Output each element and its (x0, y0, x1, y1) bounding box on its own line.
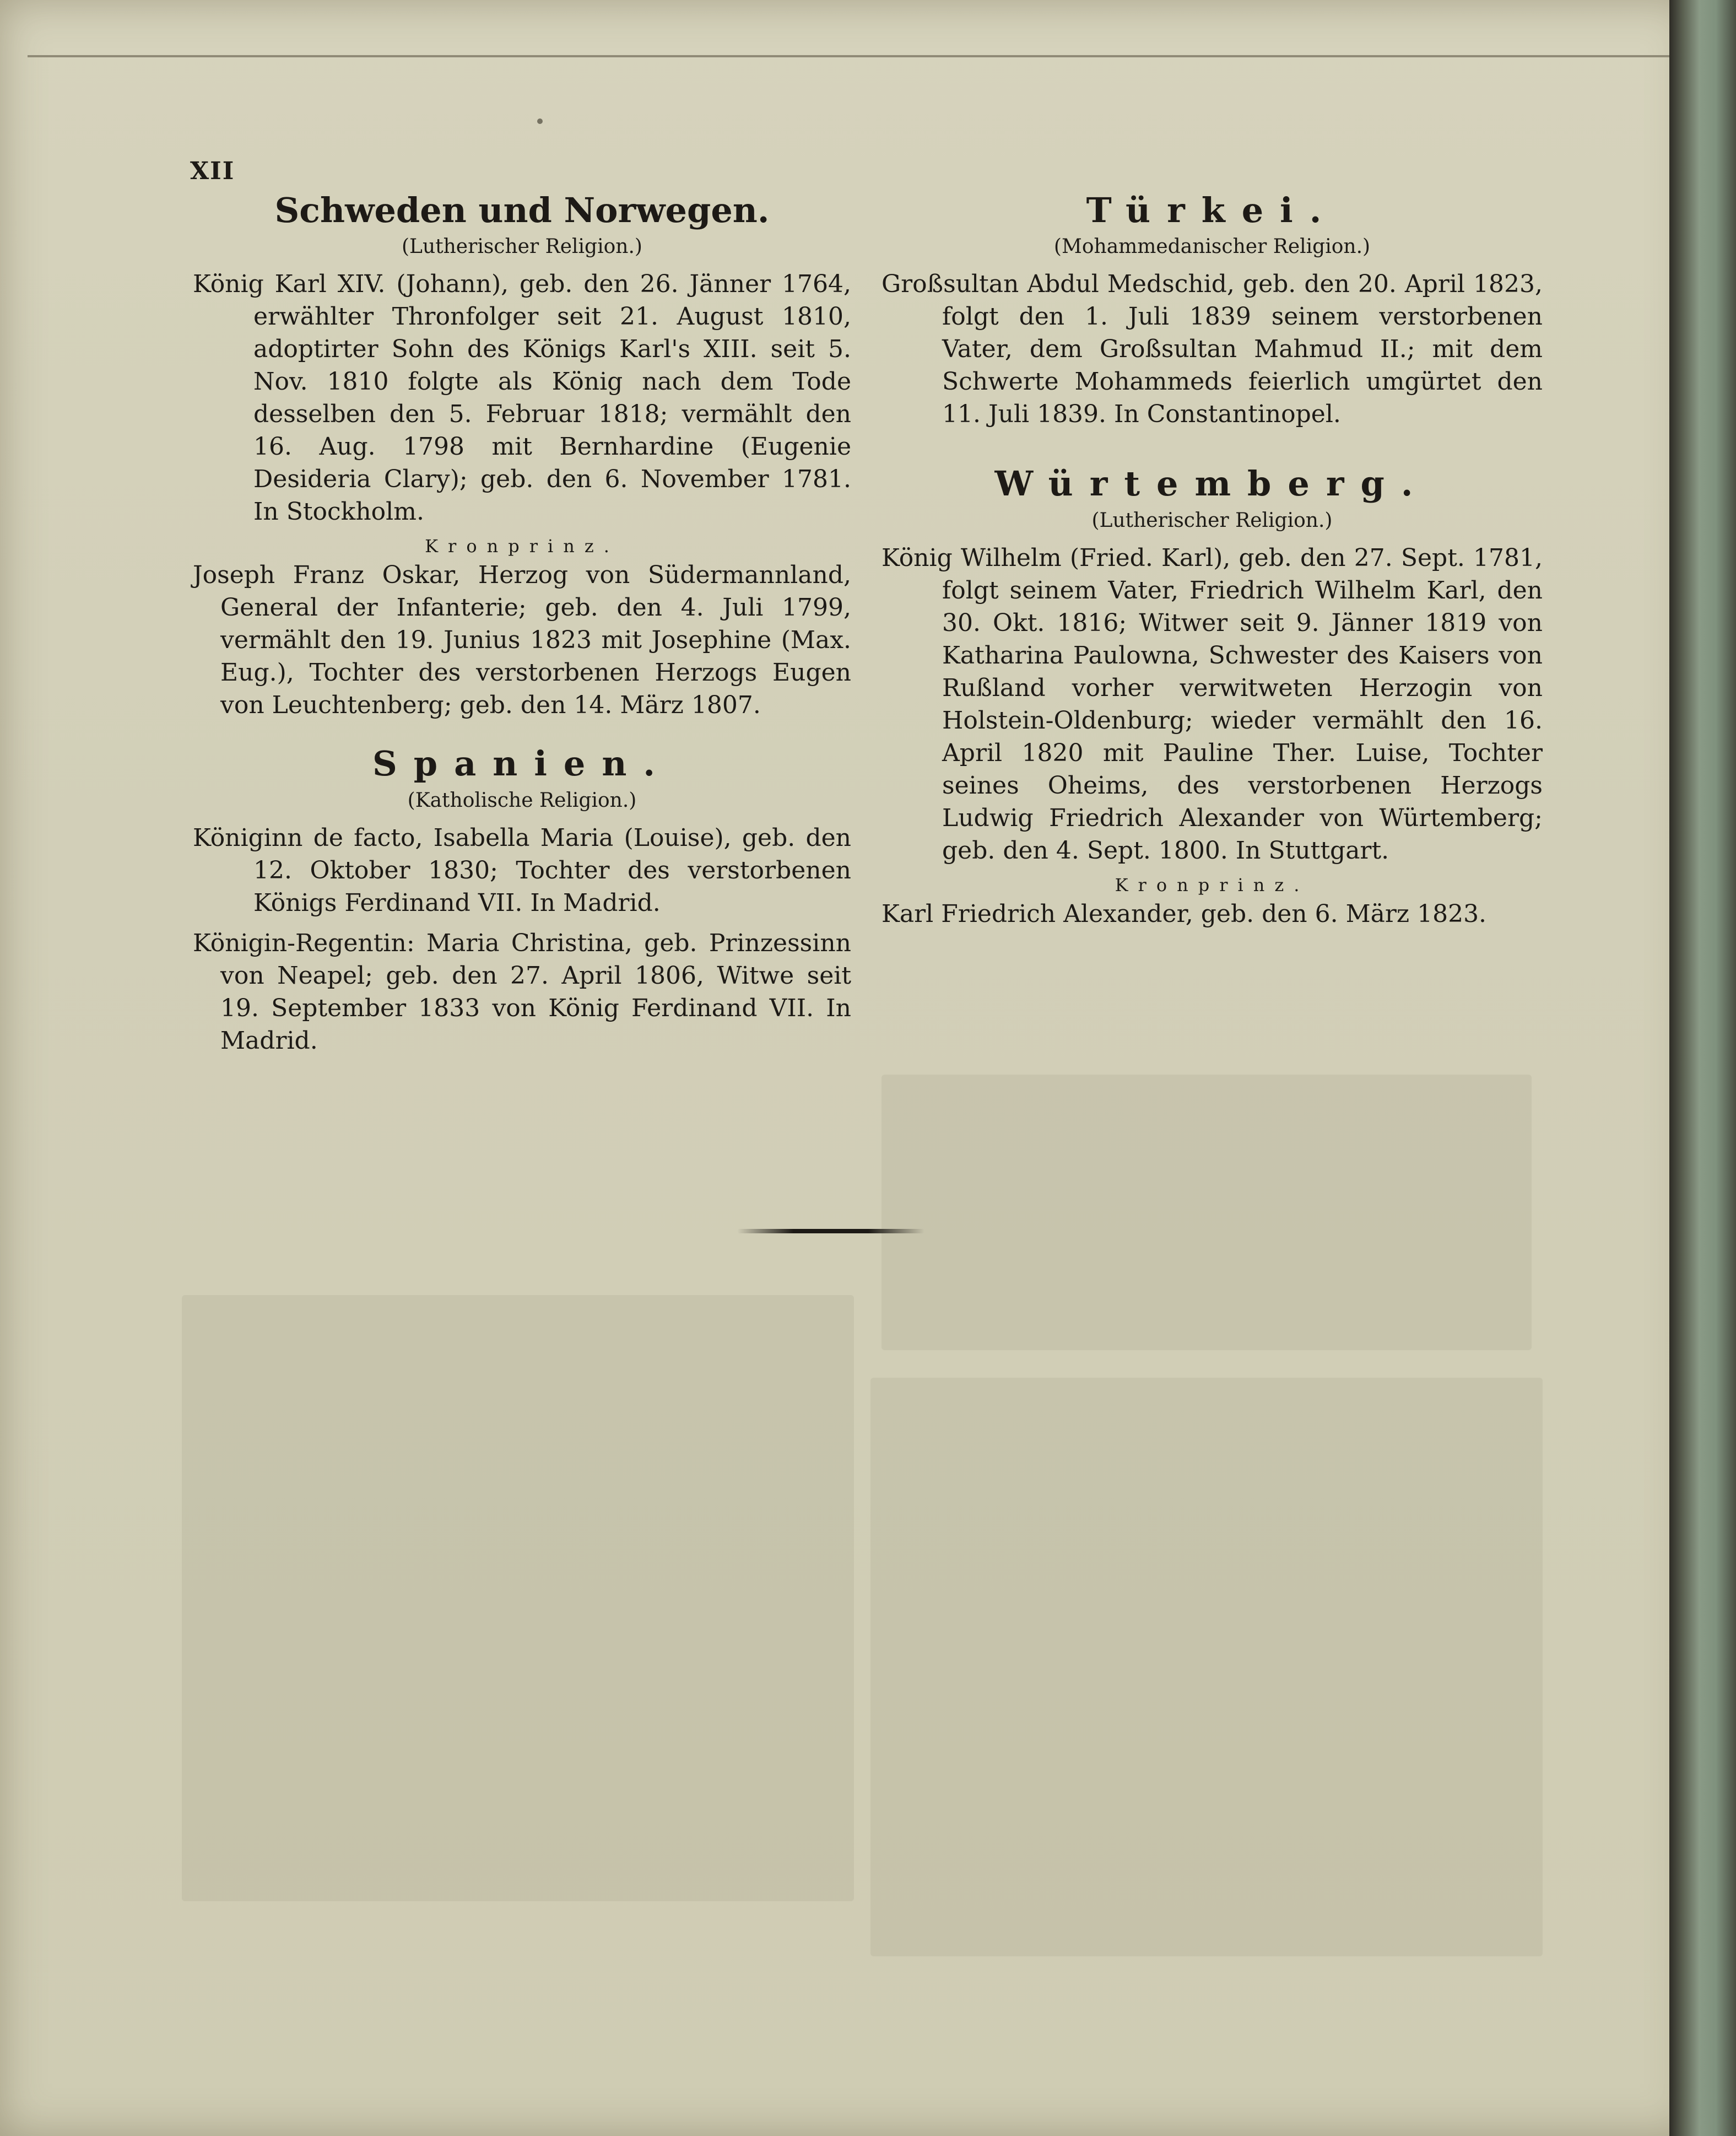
book-spine-edge (1669, 0, 1736, 2136)
wurttemberg-crown-prince-heading: Kronprinz. (1115, 874, 1310, 896)
bleed-through-block (870, 1378, 1543, 1956)
sweden-religion: (Lutherischer Religion.) (402, 235, 642, 258)
top-rule (28, 55, 1669, 57)
closing-rule (737, 1229, 924, 1233)
sweden-king-entry: König Karl XIV. (Johann), geb. den 26. Jänner 1764, erwählter Thronfolger seit 21. August 1810, adoptirter Sohn des Königs Karl's XIII. seit 5. Nov. 1810 folgte als König nach dem Tode desselben den 5. Februar 1818; vermählt den 16. Aug. 1798 mit Bernhardine (Eugenie Desideria Clary); geb. den 6. November 1781. In Stockholm. (193, 270, 851, 526)
ink-speck (537, 118, 543, 124)
page-number: XII (190, 157, 235, 185)
wurttemberg-heading: Würtemberg. (994, 463, 1430, 504)
left-column (193, 190, 851, 1065)
spain-heading: Spanien. (372, 743, 672, 784)
sweden-crown-prince-heading: Kronprinz. (425, 536, 619, 557)
bleed-through-block (182, 1295, 854, 1901)
bleed-through-block (881, 1075, 1532, 1350)
spain-queen-entry: Königinn de facto, Isabella Maria (Louise), geb. den 12. Oktober 1830; Tochter des verstorbenen Königs Ferdinand VII. In Madrid. (193, 823, 851, 917)
right-column (881, 190, 1543, 938)
spain-regent-entry: Königin-Regentin: Maria Christina, geb. Prinzessinn von Neapel; geb. den 27. April 1806, Witwe seit 19. September 1833 von König Ferdinand VII. In Madrid. (193, 929, 851, 1055)
wurttemberg-crown-prince-entry: Karl Friedrich Alexander, geb. den 6. März 1823. (881, 899, 1487, 928)
wurttemberg-religion: (Lutherischer Religion.) (1091, 509, 1333, 532)
wurttemberg-king-entry: König Wilhelm (Fried. Karl), geb. den 27. Sept. 1781, folgt seinem Vater, Friedrich Wilhelm Karl, den 30. Okt. 1816; Witwer seit 9. Jänner 1819 von Katharina Paulowna, Schwester des Kaisers von Rußland vorher verwitweten Herzogin von Holstein-Oldenburg; wieder vermählt den 16. April 1820 mit Pauline Ther. Luise, Tochter seines Oheims, des verstorbenen Herzogs Ludwig Friedrich Alexander von Würtemberg; geb. den 4. Sept. 1800. In Stuttgart. (881, 543, 1543, 865)
turkey-religion: (Mohammedanischer Religion.) (1053, 235, 1371, 258)
sweden-heading: Schweden und Norwegen. (274, 190, 770, 230)
spain-religion: (Katholische Religion.) (407, 789, 637, 812)
sweden-crown-prince-entry: Joseph Franz Oskar, Herzog von Südermannland, General der Infanterie; geb. den 4. Juli 1799, vermählt den 19. Junius 1823 mit Josephine (Max. Eug.), Tochter des verstorbenen Herzogs Eugen von Leuchtenberg; geb. den 14. März 1807. (193, 561, 851, 720)
turkey-sultan-entry: Großsultan Abdul Medschid, geb. den 20. April 1823, folgt den 1. Juli 1839 seinem verstorbenen Vater, dem Großsultan Mahmud II.; mit dem Schwerte Mohammeds feierlich umgürtet den 11. Juli 1839. In Constantinopel. (881, 270, 1543, 429)
turkey-heading: Türkei. (1086, 190, 1338, 230)
